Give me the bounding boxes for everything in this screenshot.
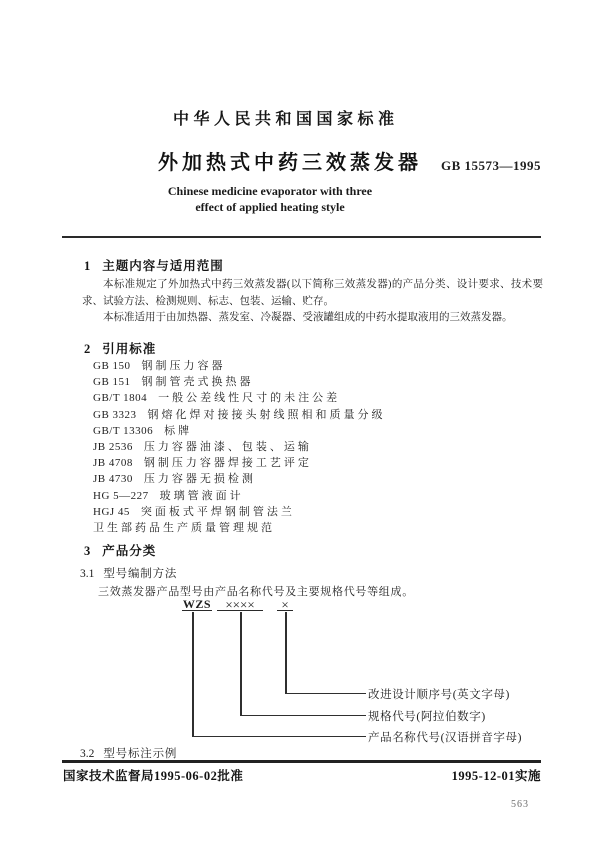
ref-code: JB 4708 bbox=[93, 457, 133, 470]
list-item bbox=[93, 422, 386, 438]
diagram-connector-spec bbox=[240, 715, 366, 717]
list-item bbox=[93, 373, 386, 389]
section-2-number: 2 bbox=[84, 342, 91, 356]
model-prefix-code: WZS bbox=[182, 597, 212, 611]
ref-code: HGJ 45 bbox=[93, 505, 130, 518]
section-3-2-heading bbox=[80, 745, 177, 761]
ref-code: JB 2536 bbox=[93, 440, 133, 453]
ref-code: GB/T 13306 bbox=[93, 424, 154, 437]
model-seq-placeholder: × bbox=[277, 597, 293, 611]
list-item bbox=[93, 487, 386, 503]
section-1-paragraph-2: 本标准适用于由加热器、蒸发室、冷凝器、受液罐组成的中药水提取液用的三效蒸发器。 bbox=[103, 312, 513, 323]
list-item bbox=[93, 503, 386, 519]
english-subtitle bbox=[0, 183, 540, 215]
section-1-body bbox=[82, 277, 543, 327]
page-number: 563 bbox=[511, 799, 529, 810]
footer-divider bbox=[62, 760, 541, 763]
model-spec-placeholder: ×××× bbox=[217, 597, 263, 611]
diagram-leader-line-seq bbox=[285, 612, 287, 694]
section-1-title: 主题内容与适用范围 bbox=[102, 259, 224, 273]
implementation-date: 1995-12-01实施 bbox=[451, 769, 541, 783]
model-number-description: 三效蒸发器产品型号由产品名称代号及主要规格代号等组成。 bbox=[98, 586, 414, 598]
section-3-2-number: 3.2 bbox=[80, 748, 95, 760]
ref-title: 压力容器无损检测 bbox=[143, 473, 256, 486]
ref-title: 钢制压力容器 bbox=[141, 360, 226, 372]
english-subtitle-line2: effect of applied heating style bbox=[195, 200, 345, 214]
list-item bbox=[93, 470, 386, 486]
diagram-label-product-name-code: 产品名称代号(汉语拼音字母) bbox=[368, 732, 523, 744]
header-divider bbox=[62, 236, 541, 238]
section-3-heading bbox=[84, 541, 156, 559]
ref-title: 钢制压力容器焊接工艺评定 bbox=[143, 457, 312, 470]
standard-label: 中华人民共和国国家标准 bbox=[173, 111, 399, 128]
list-item bbox=[93, 438, 386, 454]
ref-code: GB 151 bbox=[93, 376, 131, 389]
ref-code: JB 4730 bbox=[93, 473, 133, 486]
standard-code: GB 15573—1995 bbox=[441, 158, 542, 173]
ref-title: 钢制管壳式换热器 bbox=[141, 376, 254, 389]
section-1-paragraph-1: 本标准规定了外加热式中药三效蒸发器(以下简称三效蒸发器)的产品分类、设计要求、技术要求、试验方法、检测规则、标志、包装、运输、贮存。 bbox=[82, 279, 543, 307]
section-3-1-number: 3.1 bbox=[80, 568, 95, 580]
document-title: 外加热式中药三效蒸发器 bbox=[158, 152, 422, 174]
ref-code: GB 3323 bbox=[93, 408, 137, 421]
ref-title: 压力容器油漆、包装、运输 bbox=[143, 440, 312, 453]
list-item bbox=[93, 357, 386, 373]
list-item bbox=[93, 389, 386, 405]
section-2-heading bbox=[84, 339, 156, 357]
ref-title: 玻璃管液面计 bbox=[159, 489, 244, 502]
ref-title: 钢熔化焊对接接头射线照相和质量分级 bbox=[147, 408, 386, 421]
diagram-label-spec-code: 规格代号(阿拉伯数字) bbox=[368, 711, 486, 723]
referenced-standards-list bbox=[93, 357, 386, 535]
section-2-title: 引用标准 bbox=[102, 342, 157, 356]
ref-title: 突面板式平焊钢制管法兰 bbox=[140, 505, 295, 518]
diagram-leader-line-name bbox=[192, 612, 194, 737]
ref-code: GB 150 bbox=[93, 360, 131, 372]
english-subtitle-line1: Chinese medicine evaporator with three bbox=[167, 184, 373, 198]
list-item bbox=[93, 406, 386, 422]
diagram-connector-name bbox=[192, 736, 366, 738]
diagram-label-design-sequence: 改进设计顺序号(英文字母) bbox=[368, 689, 510, 701]
diagram-connector-seq bbox=[285, 693, 366, 695]
ref-title: 标牌 bbox=[164, 424, 193, 437]
list-item bbox=[93, 519, 386, 535]
ref-code: GB/T 1804 bbox=[93, 392, 148, 405]
ref-title: 卫生部药品生产质量管理规范 bbox=[93, 521, 275, 534]
approval-statement: 国家技术监督局1995-06-02批准 bbox=[63, 769, 244, 783]
section-3-number: 3 bbox=[84, 544, 91, 558]
section-3-1-title: 型号编制方法 bbox=[103, 568, 178, 580]
section-3-2-title: 型号标注示例 bbox=[103, 748, 178, 760]
section-3-1-heading bbox=[80, 565, 177, 581]
section-1-number: 1 bbox=[84, 259, 91, 273]
section-1-heading bbox=[84, 256, 224, 274]
section-3-title: 产品分类 bbox=[102, 544, 157, 558]
list-item bbox=[93, 454, 386, 470]
ref-code: HG 5—227 bbox=[93, 489, 149, 502]
diagram-leader-line-spec bbox=[240, 612, 242, 716]
ref-title: 一般公差线性尺寸的未注公差 bbox=[158, 392, 341, 405]
